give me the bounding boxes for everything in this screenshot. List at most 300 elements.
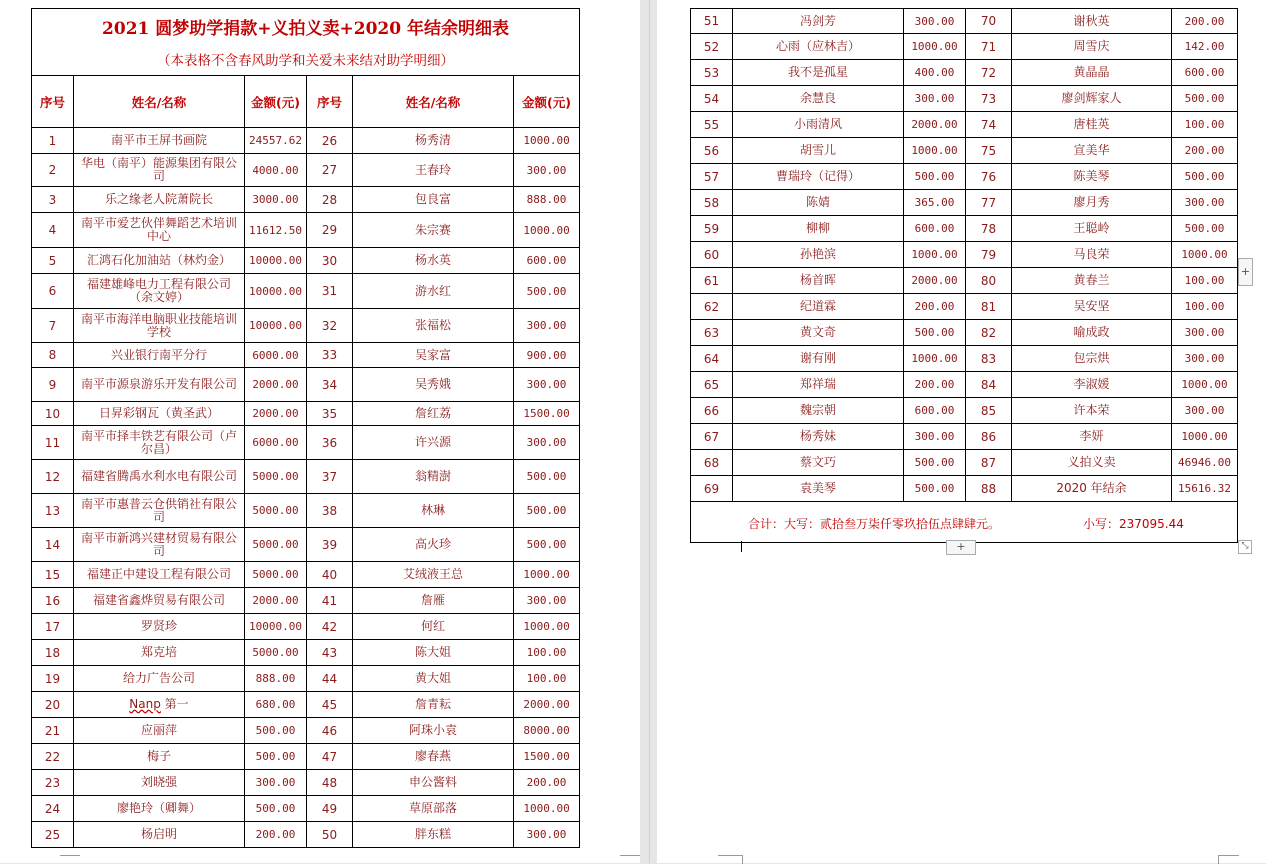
donation-amount: 142.00 <box>1172 34 1238 60</box>
row-index: 41 <box>307 588 353 614</box>
donor-name: 翁精澍 <box>353 460 514 494</box>
donor-name: 我不是孤星 <box>733 60 904 86</box>
donor-name: 艾绒液王总 <box>353 562 514 588</box>
row-index: 46 <box>307 718 353 744</box>
row-index: 67 <box>691 424 733 450</box>
row-index: 9 <box>32 368 74 402</box>
donor-name: 王聪岭 <box>1012 216 1172 242</box>
donation-amount: 500.00 <box>1172 164 1238 190</box>
table-row <box>32 822 580 848</box>
donor-name: 草原部落 <box>353 796 514 822</box>
donor-name: 唐桂英 <box>1012 112 1172 138</box>
row-index: 45 <box>307 692 353 718</box>
row-index: 61 <box>691 268 733 294</box>
row-index: 39 <box>307 528 353 562</box>
donation-amount: 6000.00 <box>245 426 307 460</box>
donor-name: 刘晓强 <box>74 770 245 796</box>
donation-amount: 300.00 <box>1172 346 1238 372</box>
table-row <box>691 190 1238 216</box>
table-row <box>32 614 580 640</box>
row-index: 70 <box>966 9 1012 34</box>
donation-amount: 888.00 <box>245 666 307 692</box>
row-index: 20 <box>32 692 74 718</box>
row-index: 4 <box>32 213 74 248</box>
donor-name: 给力广告公司 <box>74 666 245 692</box>
table-row <box>32 187 580 213</box>
table-title: 2021 圆梦助学捐款+义拍义卖+2020 年结余明细表 <box>32 9 580 44</box>
donation-amount: 1000.00 <box>514 128 580 154</box>
table-row <box>691 86 1238 112</box>
row-index: 15 <box>32 562 74 588</box>
donation-amount: 1000.00 <box>1172 372 1238 398</box>
table-row <box>32 368 580 402</box>
donation-amount: 500.00 <box>514 494 580 528</box>
donor-name: 杨首晖 <box>733 268 904 294</box>
donor-name: 南平市择丰铁艺有限公司（卢尔昌） <box>74 426 245 460</box>
row-index: 78 <box>966 216 1012 242</box>
row-index: 65 <box>691 372 733 398</box>
donor-name: 冯剑芳 <box>733 9 904 34</box>
donation-amount: 500.00 <box>904 476 966 502</box>
donor-name: 廖春燕 <box>353 744 514 770</box>
donation-amount: 500.00 <box>245 796 307 822</box>
header-name: 姓名/名称 <box>353 76 514 128</box>
row-index: 87 <box>966 450 1012 476</box>
table-row <box>691 138 1238 164</box>
donation-amount: 500.00 <box>514 274 580 309</box>
donor-name: 许兴源 <box>353 426 514 460</box>
donation-amount: 2000.00 <box>245 588 307 614</box>
donor-name: 兴业银行南平分行 <box>74 343 245 368</box>
donor-name: 2020 年结余 <box>1012 476 1172 502</box>
table-row <box>32 796 580 822</box>
donor-name: 南平市王屏书画院 <box>74 128 245 154</box>
donation-table-left <box>31 8 580 848</box>
donation-amount: 200.00 <box>245 822 307 848</box>
table-subtitle: （本表格不含春风助学和关爱未来结对助学明细） <box>32 43 580 76</box>
donation-amount: 600.00 <box>1172 60 1238 86</box>
row-index: 27 <box>307 154 353 187</box>
donation-amount: 400.00 <box>904 60 966 86</box>
spellcheck-mark: Nanp <box>129 697 161 711</box>
donation-amount: 300.00 <box>514 822 580 848</box>
total-cell <box>691 502 1238 543</box>
donation-amount: 8000.00 <box>514 718 580 744</box>
row-index: 86 <box>966 424 1012 450</box>
donor-name: 杨水英 <box>353 248 514 274</box>
donation-amount: 300.00 <box>904 86 966 112</box>
donor-name: 杨秀妹 <box>733 424 904 450</box>
row-index: 6 <box>32 274 74 309</box>
donor-name: 应丽萍 <box>74 718 245 744</box>
row-index: 38 <box>307 494 353 528</box>
table-row <box>32 154 580 187</box>
donation-amount: 200.00 <box>904 294 966 320</box>
donor-name: Nanp 第一 <box>74 692 245 718</box>
donor-name: 黄晶晶 <box>1012 60 1172 86</box>
donor-name: 吴秀娥 <box>353 368 514 402</box>
total-lowercase: 小写：237095.44 <box>1083 517 1184 531</box>
donation-amount: 300.00 <box>514 588 580 614</box>
donor-name: 日昇彩钢瓦（黄圣武） <box>74 402 245 426</box>
table-row <box>32 343 580 368</box>
table-row <box>32 274 580 309</box>
row-index: 53 <box>691 60 733 86</box>
row-index: 50 <box>307 822 353 848</box>
donor-name: 黄大姐 <box>353 666 514 692</box>
donation-amount: 300.00 <box>1172 398 1238 424</box>
donation-amount: 11612.50 <box>245 213 307 248</box>
table-row <box>691 60 1238 86</box>
table-row <box>32 213 580 248</box>
donation-amount: 1000.00 <box>514 213 580 248</box>
table-row <box>32 309 580 343</box>
donation-amount: 15616.32 <box>1172 476 1238 502</box>
row-index: 37 <box>307 460 353 494</box>
row-index: 43 <box>307 640 353 666</box>
row-index: 11 <box>32 426 74 460</box>
donor-name: 喻成政 <box>1012 320 1172 346</box>
row-index: 59 <box>691 216 733 242</box>
donation-amount: 5000.00 <box>245 640 307 666</box>
row-index: 18 <box>32 640 74 666</box>
donor-name: 罗贤珍 <box>74 614 245 640</box>
row-index: 64 <box>691 346 733 372</box>
row-index: 72 <box>966 60 1012 86</box>
donation-amount: 1000.00 <box>514 796 580 822</box>
row-index: 16 <box>32 588 74 614</box>
donation-amount: 888.00 <box>514 187 580 213</box>
row-index: 21 <box>32 718 74 744</box>
header-amount: 金额(元) <box>514 76 580 128</box>
table-row <box>691 294 1238 320</box>
donation-amount: 46946.00 <box>1172 450 1238 476</box>
table-row <box>691 398 1238 424</box>
row-index: 88 <box>966 476 1012 502</box>
donation-amount: 5000.00 <box>245 562 307 588</box>
row-index: 48 <box>307 770 353 796</box>
table-row <box>32 770 580 796</box>
donor-name: 王春玲 <box>353 154 514 187</box>
donor-name: 林琳 <box>353 494 514 528</box>
donor-name: 廖艳玲（卿舞） <box>74 796 245 822</box>
donation-amount: 10000.00 <box>245 274 307 309</box>
header-index: 序号 <box>307 76 353 128</box>
donor-name: 孙艳滨 <box>733 242 904 268</box>
donation-amount: 1000.00 <box>904 346 966 372</box>
donor-name: 周雪庆 <box>1012 34 1172 60</box>
row-index: 63 <box>691 320 733 346</box>
table-row <box>691 476 1238 502</box>
donor-name: 福建雄峰电力工程有限公司（余文婷） <box>74 274 245 309</box>
row-index: 2 <box>32 154 74 187</box>
row-index: 24 <box>32 796 74 822</box>
donor-name: 杨启明 <box>74 822 245 848</box>
donor-name: 黄文奇 <box>733 320 904 346</box>
row-index: 71 <box>966 34 1012 60</box>
donation-amount: 10000.00 <box>245 248 307 274</box>
donation-amount: 1000.00 <box>904 34 966 60</box>
row-index: 17 <box>32 614 74 640</box>
table-row <box>691 34 1238 60</box>
table-row <box>691 9 1238 34</box>
row-index: 32 <box>307 309 353 343</box>
add-column-button[interactable]: + <box>1238 258 1253 286</box>
donor-name: 华电（南平）能源集团有限公司 <box>74 154 245 187</box>
table-row <box>691 216 1238 242</box>
donor-name: 申公酱料 <box>353 770 514 796</box>
row-index: 56 <box>691 138 733 164</box>
row-index: 3 <box>32 187 74 213</box>
donor-name: 吴安坚 <box>1012 294 1172 320</box>
donation-amount: 3000.00 <box>245 187 307 213</box>
donor-name: 汇鸿石化加油站（林灼金） <box>74 248 245 274</box>
table-row <box>691 268 1238 294</box>
donation-amount: 24557.62 <box>245 128 307 154</box>
table-row <box>691 164 1238 190</box>
row-index: 68 <box>691 450 733 476</box>
donor-name: 陈婧 <box>733 190 904 216</box>
donation-amount: 100.00 <box>1172 294 1238 320</box>
row-index: 42 <box>307 614 353 640</box>
donation-amount: 300.00 <box>514 309 580 343</box>
donation-amount: 10000.00 <box>245 614 307 640</box>
donor-name: 李妍 <box>1012 424 1172 450</box>
total-row <box>691 502 1238 543</box>
donor-name: 纪道霖 <box>733 294 904 320</box>
donor-name: 包宗烘 <box>1012 346 1172 372</box>
donor-name: 马良荣 <box>1012 242 1172 268</box>
row-index: 62 <box>691 294 733 320</box>
donor-name: 梅子 <box>74 744 245 770</box>
header-index: 序号 <box>32 76 74 128</box>
row-index: 31 <box>307 274 353 309</box>
donor-name: 何红 <box>353 614 514 640</box>
donation-amount: 500.00 <box>514 460 580 494</box>
row-index: 66 <box>691 398 733 424</box>
donor-name: 郑祥瑞 <box>733 372 904 398</box>
donor-name: 詹雁 <box>353 588 514 614</box>
table-row <box>32 426 580 460</box>
donation-amount: 2000.00 <box>904 268 966 294</box>
row-index: 40 <box>307 562 353 588</box>
table-row <box>691 424 1238 450</box>
row-index: 81 <box>966 294 1012 320</box>
table-row <box>32 640 580 666</box>
row-index: 22 <box>32 744 74 770</box>
row-index: 74 <box>966 112 1012 138</box>
donor-name: 游水红 <box>353 274 514 309</box>
donation-amount: 500.00 <box>1172 216 1238 242</box>
total-uppercase: 合计：大写：贰拾叁万柒仟零玖拾伍点肆肆元。 <box>748 517 1001 531</box>
donation-amount: 200.00 <box>1172 9 1238 34</box>
row-index: 55 <box>691 112 733 138</box>
donation-amount: 100.00 <box>514 640 580 666</box>
donation-amount: 500.00 <box>904 450 966 476</box>
donor-name: 南平市海洋电脑职业技能培训学校 <box>74 309 245 343</box>
add-row-button[interactable]: + <box>946 540 976 555</box>
donation-amount: 4000.00 <box>245 154 307 187</box>
row-index: 80 <box>966 268 1012 294</box>
donation-amount: 5000.00 <box>245 494 307 528</box>
donation-amount: 200.00 <box>514 770 580 796</box>
donor-name: 南平市惠普云仓供销社有限公司 <box>74 494 245 528</box>
donation-amount: 300.00 <box>1172 190 1238 216</box>
donation-amount: 1000.00 <box>904 138 966 164</box>
donation-amount: 500.00 <box>514 528 580 562</box>
donation-amount: 500.00 <box>245 744 307 770</box>
row-index: 84 <box>966 372 1012 398</box>
table-row <box>32 494 580 528</box>
donation-amount: 1000.00 <box>1172 242 1238 268</box>
donor-name: 余慧良 <box>733 86 904 112</box>
donor-name: 朱宗赛 <box>353 213 514 248</box>
donation-amount: 300.00 <box>1172 320 1238 346</box>
donor-name: 吴家富 <box>353 343 514 368</box>
donation-amount: 200.00 <box>904 372 966 398</box>
row-index: 29 <box>307 213 353 248</box>
row-index: 73 <box>966 86 1012 112</box>
donation-amount: 1000.00 <box>514 562 580 588</box>
donation-amount: 600.00 <box>904 216 966 242</box>
row-index: 76 <box>966 164 1012 190</box>
donation-amount: 1000.00 <box>904 242 966 268</box>
row-index: 85 <box>966 398 1012 424</box>
donor-name: 高火珍 <box>353 528 514 562</box>
donor-name: 陈美琴 <box>1012 164 1172 190</box>
donation-amount: 1000.00 <box>514 614 580 640</box>
donor-name: 福建正中建设工程有限公司 <box>74 562 245 588</box>
row-index: 19 <box>32 666 74 692</box>
donation-amount: 365.00 <box>904 190 966 216</box>
row-index: 33 <box>307 343 353 368</box>
table-row <box>32 692 580 718</box>
table-row <box>32 402 580 426</box>
table-row <box>691 450 1238 476</box>
row-index: 47 <box>307 744 353 770</box>
donor-name: 廖月秀 <box>1012 190 1172 216</box>
row-index: 10 <box>32 402 74 426</box>
donor-name: 柳柳 <box>733 216 904 242</box>
donation-amount: 100.00 <box>514 666 580 692</box>
donation-amount: 500.00 <box>904 320 966 346</box>
donation-amount: 900.00 <box>514 343 580 368</box>
table-row <box>32 248 580 274</box>
row-index: 60 <box>691 242 733 268</box>
donation-amount: 600.00 <box>514 248 580 274</box>
donor-name: 袁美琴 <box>733 476 904 502</box>
table-row <box>691 242 1238 268</box>
page-gutter <box>649 0 650 863</box>
donor-name: 包良富 <box>353 187 514 213</box>
donor-name: 小雨清风 <box>733 112 904 138</box>
donor-name: 詹红荔 <box>353 402 514 426</box>
row-index: 25 <box>32 822 74 848</box>
row-index: 36 <box>307 426 353 460</box>
donation-amount: 300.00 <box>514 426 580 460</box>
donor-name: 谢有刚 <box>733 346 904 372</box>
row-index: 58 <box>691 190 733 216</box>
donor-name: 曹瑞玲（记得） <box>733 164 904 190</box>
donor-name: 乐之缘老人院萧院长 <box>74 187 245 213</box>
donor-name: 杨秀清 <box>353 128 514 154</box>
row-index: 77 <box>966 190 1012 216</box>
donation-amount: 2000.00 <box>245 402 307 426</box>
donation-amount: 100.00 <box>1172 112 1238 138</box>
donation-amount: 600.00 <box>904 398 966 424</box>
donation-amount: 2000.00 <box>514 692 580 718</box>
donation-amount: 2000.00 <box>245 368 307 402</box>
header-name: 姓名/名称 <box>74 76 245 128</box>
donor-name: 南平市爱艺伙伴舞蹈艺术培训中心 <box>74 213 245 248</box>
donor-name: 南平市新鸿兴建材贸易有限公司 <box>74 528 245 562</box>
donation-amount: 1500.00 <box>514 744 580 770</box>
donor-name: 谢秋英 <box>1012 9 1172 34</box>
row-index: 44 <box>307 666 353 692</box>
donation-amount: 1000.00 <box>1172 424 1238 450</box>
donation-amount: 300.00 <box>514 154 580 187</box>
donation-amount: 5000.00 <box>245 528 307 562</box>
row-index: 35 <box>307 402 353 426</box>
donor-name: 黄春兰 <box>1012 268 1172 294</box>
donor-name: 魏宗朝 <box>733 398 904 424</box>
table-row <box>691 320 1238 346</box>
donation-amount: 300.00 <box>514 368 580 402</box>
row-index: 82 <box>966 320 1012 346</box>
row-index: 51 <box>691 9 733 34</box>
donor-name: 廖剑辉家人 <box>1012 86 1172 112</box>
donor-name: 福建省鑫烨贸易有限公司 <box>74 588 245 614</box>
row-index: 79 <box>966 242 1012 268</box>
donor-name: 詹青耘 <box>353 692 514 718</box>
table-row <box>691 346 1238 372</box>
row-index: 28 <box>307 187 353 213</box>
donation-amount: 500.00 <box>245 718 307 744</box>
row-index: 57 <box>691 164 733 190</box>
row-index: 34 <box>307 368 353 402</box>
table-row <box>32 588 580 614</box>
text-cursor <box>741 541 742 552</box>
donation-amount: 500.00 <box>904 164 966 190</box>
donation-amount: 100.00 <box>1172 268 1238 294</box>
table-resize-handle[interactable]: ⤡ <box>1238 540 1252 554</box>
donation-amount: 2000.00 <box>904 112 966 138</box>
donor-name: 福建省腾禹水利水电有限公司 <box>74 460 245 494</box>
table-row <box>32 128 580 154</box>
donation-amount: 300.00 <box>245 770 307 796</box>
donor-name: 胖东糕 <box>353 822 514 848</box>
donation-amount: 300.00 <box>904 9 966 34</box>
row-index: 12 <box>32 460 74 494</box>
row-index: 30 <box>307 248 353 274</box>
row-index: 14 <box>32 528 74 562</box>
row-index: 26 <box>307 128 353 154</box>
row-index: 54 <box>691 86 733 112</box>
table-row <box>691 112 1238 138</box>
donor-name: 宣美华 <box>1012 138 1172 164</box>
table-row <box>32 528 580 562</box>
row-index: 13 <box>32 494 74 528</box>
row-index: 23 <box>32 770 74 796</box>
donor-name: 阿珠小袁 <box>353 718 514 744</box>
table-row <box>32 562 580 588</box>
table-row <box>691 372 1238 398</box>
donation-amount: 10000.00 <box>245 309 307 343</box>
table-row <box>32 744 580 770</box>
donation-amount: 680.00 <box>245 692 307 718</box>
donor-name: 郑克培 <box>74 640 245 666</box>
donation-table-right <box>690 8 1238 543</box>
